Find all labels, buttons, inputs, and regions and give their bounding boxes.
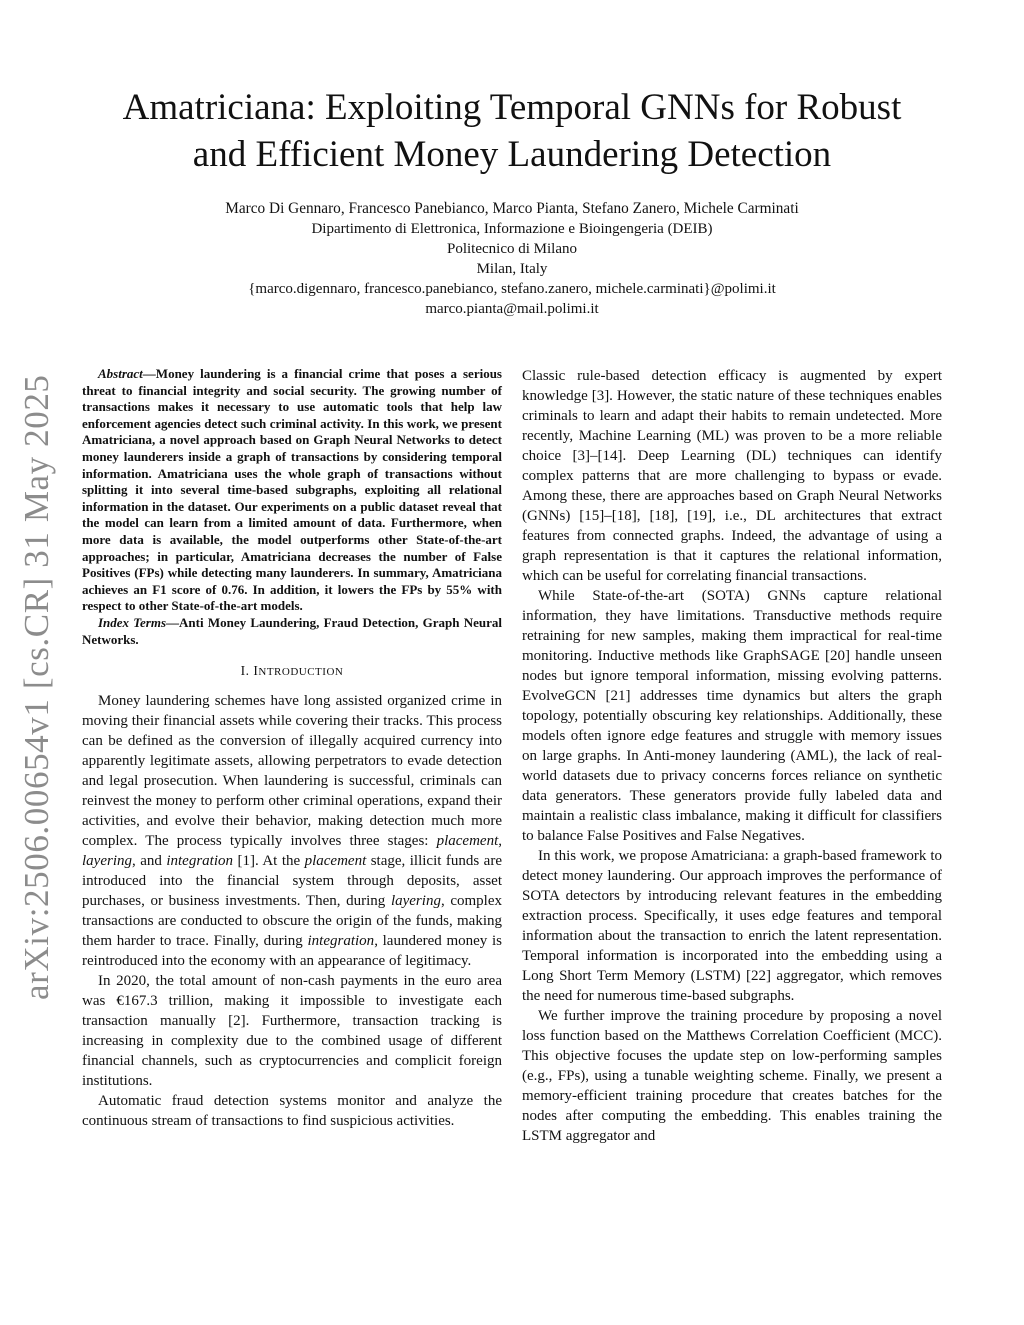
intro-paragraph-1 <box>82 691 502 971</box>
abstract <box>82 366 502 615</box>
text-span: [1]. At the <box>233 853 305 870</box>
paper-header <box>60 84 964 319</box>
section-numeral: I. <box>240 663 254 679</box>
affiliation-location: Milan, Italy <box>476 261 548 277</box>
text-span: stage, illicit funds are introduced into the financial system through deposits, asset purchases, or business investments. Then, during <box>82 853 502 910</box>
title-line-2: and Efficient Money Laundering Detection <box>192 134 832 175</box>
section-title-initial: I <box>253 663 259 679</box>
intro-paragraph-7: We further improve the training procedure by proposing a novel loss function based on the Matthews Correlation Coefficient (MCC). This objective focuses the update step on low-performing samples (e.g., FPs), using a tunable weighting scheme. Finally, we present a memory-efficient training procedure that creates batches for the nodes after computing the embedding. This enables training the LSTM aggregator and <box>522 1008 942 1144</box>
index-terms-label: Index Terms <box>98 614 167 630</box>
term-integration: integration <box>307 933 375 950</box>
intro-paragraph-4: Classic rule-based detection efficacy is augmented by expert knowledge [3]. However, the static nature of these techniques enables criminals to learn and adapt their habits to remain undetected. More recently, Machine Learning (ML) was proven to be a more reliable choice [3]–[14]. Deep Learning (DL) techniques can identify complex patterns that are more challenging to bypass or evade. Among these, there are approaches based on Graph Neural Networks (GNNs) [15]–[18], [18], [19], i.e., DL architectures that extract features from connected graphs. Indeed, the advantage of using a graph representation is that it captures the relational information, which can be useful for correlating financial transactions. <box>522 368 942 584</box>
text-span: , laundered money is reintroduced into the economy with an appearance of legitimacy. <box>82 933 503 970</box>
intro-paragraph-3: Automatic fraud detection systems monitor and analyze the continuous stream of transactions to find suspicious activities. <box>82 1093 502 1130</box>
term-layering: layering <box>82 853 132 870</box>
arxiv-identifier: arXiv:2506.00654v1 [cs.CR] 31 May 2025 <box>17 374 56 1000</box>
right-column <box>522 366 942 1146</box>
affiliation-department: Dipartimento di Elettronica, Informazione e Bioingengeria (DEIB) <box>311 221 713 237</box>
abstract-label: Abstract <box>98 366 143 381</box>
term-layering: layering <box>390 893 441 910</box>
paper-title <box>60 84 964 178</box>
title-line-1: Amatriciana: Exploiting Temporal GNNs for Robust <box>122 87 902 128</box>
author-list: Marco Di Gennaro, Francesco Panebianco, Marco Pianta, Stefano Zanero, Michele Carminati <box>225 200 799 217</box>
index-terms-text: —Anti Money Laundering, Fraud Detection, Graph Neural Networks. <box>82 614 502 647</box>
intro-paragraph-2: In 2020, the total amount of non-cash payments in the euro area was €167.3 trillion, making it impossible to investigate each transaction manually [2]. Furthermore, transaction tracking is increasing in complexity due to the combined usage of different financial channels, such as cryptocurrencies and complicit foreign institutions. <box>82 973 502 1090</box>
index-terms <box>82 615 502 648</box>
author-email-secondary: marco.pianta@mail.polimi.it <box>425 301 599 317</box>
term-integration: integration <box>166 853 234 870</box>
text-span: Money laundering schemes have long assisted organized crime in moving their financial assets while covering their tracks. This process can be defined as the conversion of illegally acquired currency into apparently legitimate assets, allowing perpetrators to evade detection and legal prosecution. When laundering is successful, criminals can reinvest the money to perform other criminal operations, expand their activities, and evolve their behavior, making detection much more complex. The process typically involves three stages: <box>82 693 502 850</box>
text-span: , complex transactions are conducted to obscure the origin of the funds, making them harder to trace. Finally, during <box>82 893 502 950</box>
abstract-text: —Money laundering is a financial crime that poses a serious threat to financial integrity and social security. The growing number of transactions makes it necessary to use automatic tools that help law enforcement agencies detect such criminal activity. In this work, we present Amatriciana, a novel approach based on Graph Neural Networks to detect money launderers inside a graph of transactions by considering temporal information. Amatriciana uses the whole graph of transactions without splitting it into several time-based subgraphs, exploiting all relational information in the dataset. Our experiments on a public dataset reveal that the model can learn from a limited amount of data. Furthermore, when more data is available, the model outperforms other State-of-the-art approaches; in particular, Amatriciana decreases the number of False Positives (FPs) while detecting many launderers. In summary, Amatriciana achieves an F1 score of 0.76. In addition, it lowers the FPs by 55% with respect to other State-of-the-art models. <box>82 366 502 614</box>
term-placement: placement <box>436 833 499 850</box>
section-heading-introduction <box>82 662 502 681</box>
affiliation-university: Politecnico di Milano <box>447 241 577 257</box>
term-placement: placement <box>304 853 367 870</box>
author-emails: {marco.digennaro, francesco.panebianco, stefano.zanero, michele.carminati}@polimi.it <box>248 281 776 297</box>
intro-paragraph-5: While State-of-the-art (SOTA) GNNs capture relational information, they have limitations. Transductive methods require retraining for new samples, making them impractical for real-time monitoring. Inductive methods like GraphSAGE [20] handle unseen nodes but ignore temporal information, missing evolving patterns. EvolveGCN [21] addresses time dynamics but alters the graph topology, potentially obscuring key relationships. Additionally, these models often ignore edge features and struggle with memory issues on large graphs. In Anti-money laundering (AML), the lack of real-world datasets due to privacy concerns forces reliance on synthetic data generators. These generators provide fully labeled data and maintain a realistic class imbalance, making it difficult for classifiers to balance False Positives and False Negatives. <box>522 588 942 844</box>
left-column <box>82 366 502 1131</box>
section-title-rest: NTRODUCTION <box>258 666 344 679</box>
text-span: , and <box>132 853 167 870</box>
intro-paragraph-6: In this work, we propose Amatriciana: a graph-based framework to detect money laundering. Our approach improves the performance of SOTA detectors by introducing relevant features in the embedding extraction process. Specifically, it uses edge features and temporal information about the transaction to enrich the latent representation. Temporal information is incorporated into the embedding using a Long Short Term Memory (LSTM) [22] aggregator, which removes the need for numerous time-based subgraphs. <box>522 848 942 1004</box>
text-span: , <box>498 833 502 850</box>
